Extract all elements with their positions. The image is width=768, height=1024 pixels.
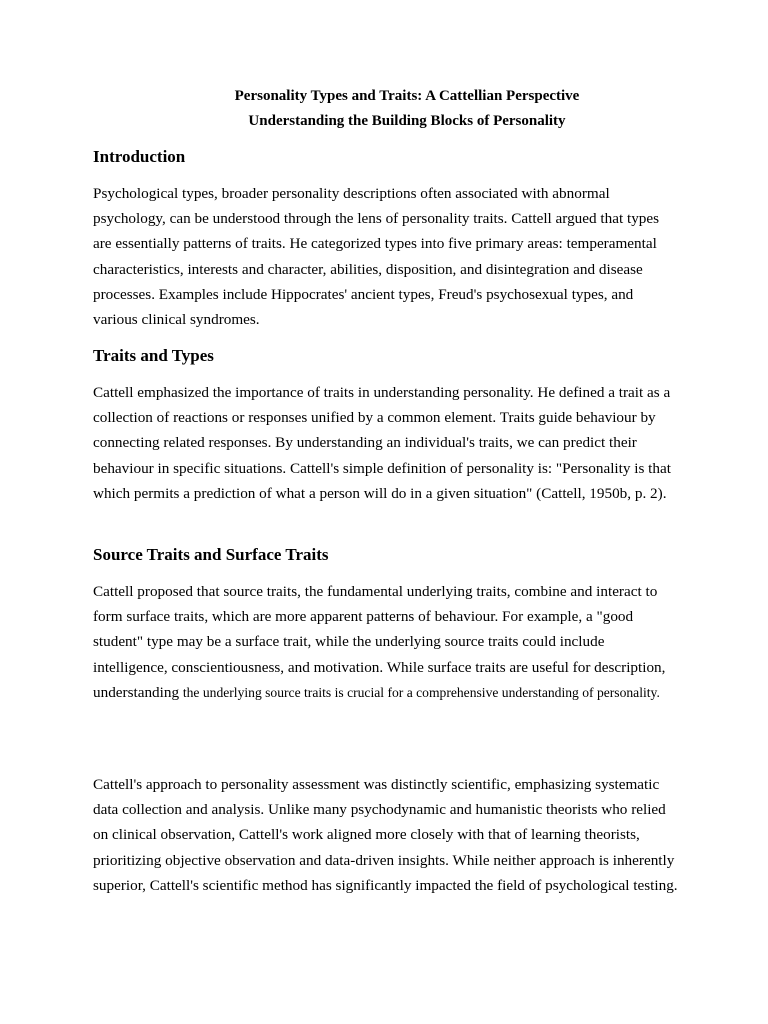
document-title: Personality Types and Traits: A Cattellian Perspective [234, 88, 580, 104]
section-body-traits-and-types: Cattell emphasized the importance of traits in understanding personality. He defined a trait as a collection of reactions or responses unified by a common element. Traits guide behaviour by connecting related responses. By understanding an individual's traits, we can predict their behaviour in specific situations. Cattell's simple definition of personality is: "Personality is that which permits a prediction of what a person will do in a given situation" (Cattell, 1950b, p. 2). [93, 384, 671, 502]
document-subtitle: Understanding the Building Blocks of Personality [248, 113, 566, 129]
section-heading-introduction: Introduction [93, 147, 186, 166]
section-heading-traits-and-types: Traits and Types [93, 346, 214, 365]
section-body-small-text: the underlying source traits is crucial for a comprehensive understanding of personality. [182, 684, 660, 700]
section-body-source-surface-traits [93, 579, 678, 705]
section-body-main-text: Cattell proposed that source traits, the fundamental underlying traits, combine and interact to form surface traits, which are more apparent patterns of behaviour. For example, a "good student" type may be a surface trait, while the underlying source traits could include intelligence, conscientiousness, and motivation. While surface traits are useful for description, understanding [93, 583, 666, 701]
closing-paragraph: Cattell's approach to personality assessment was distinctly scientific, emphasizing systematic data collection and analysis. Unlike many psychodynamic and humanistic theorists who relied on clinical observation, Cattell's work aligned more closely with that of learning theorists, prioritizing objective observation and data-driven insights. While neither approach is inherently superior, Cattell's scientific method has significantly impacted the field of psychological testing. [93, 776, 678, 894]
section-body-introduction: Psychological types, broader personality descriptions often associated with abnormal psychology, can be understood through the lens of personality traits. Cattell argued that types are essentially patterns of traits. He categorized types into five primary areas: temperamental characteristics, interests and character, abilities, disposition, and disintegration and disease processes. Examples include Hippocrates' ancient types, Freud's psychosexual types, and various clinical syndromes. [93, 185, 660, 329]
section-heading-source-surface-traits: Source Traits and Surface Traits [93, 545, 329, 564]
